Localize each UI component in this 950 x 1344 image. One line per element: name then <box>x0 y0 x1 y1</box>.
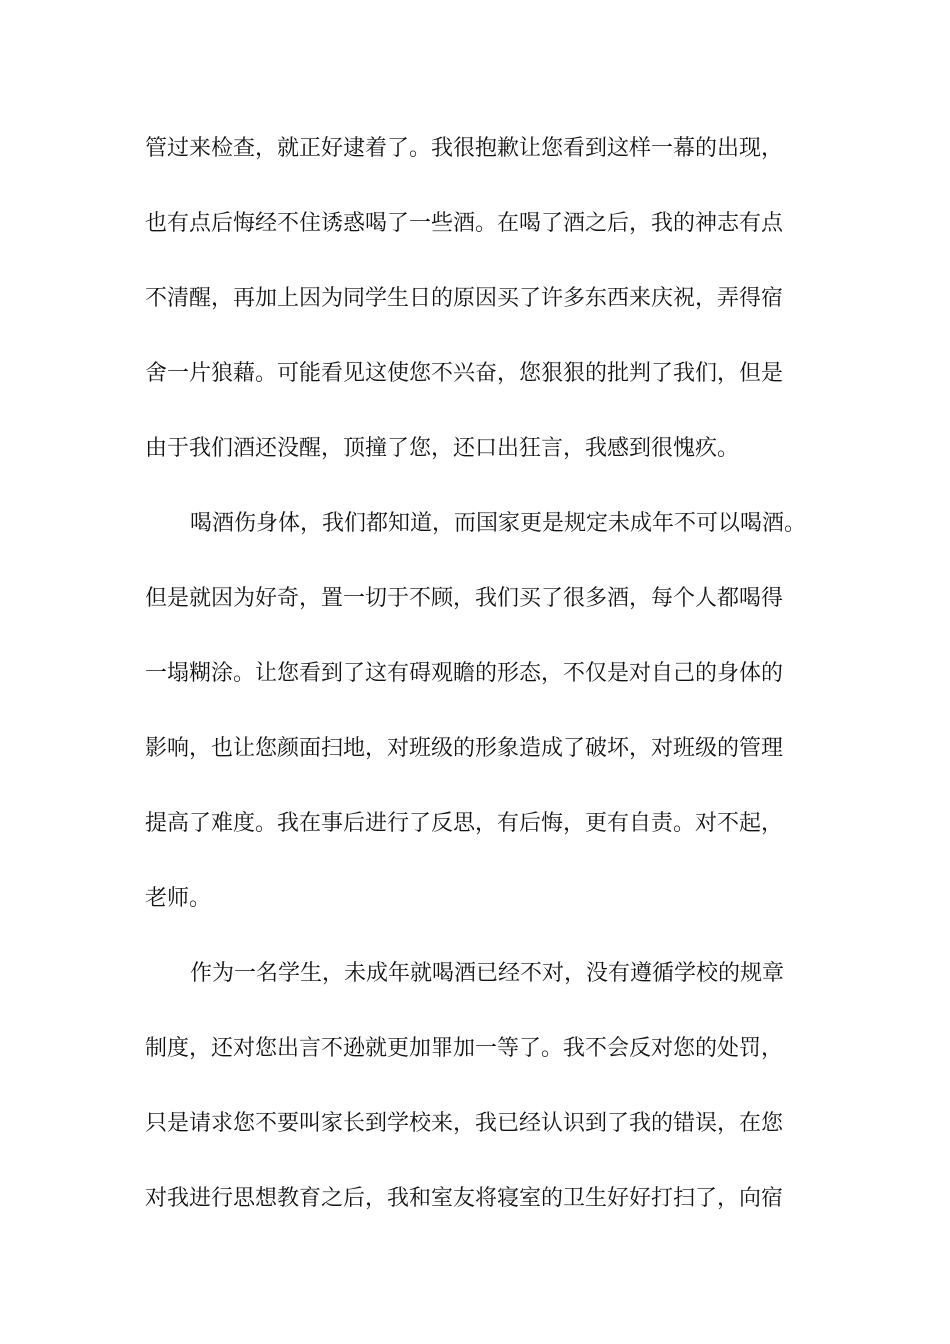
text-line: 老师。 <box>145 886 212 911</box>
text-line: 影响，也让您颜面扫地，对班级的形象造成了破坏，对班级的管理 <box>145 736 784 761</box>
text-line: 舍一片狼藉。可能看见这使您不兴奋，您狠狠的批判了我们，但是 <box>145 361 784 386</box>
text-line: 也有点后悔经不住诱惑喝了一些酒。在喝了酒之后，我的神志有点 <box>145 211 784 236</box>
paragraph-first-line: 作为一名学生，未成年就喝酒已经不对，没有遵循学校的规章 <box>190 961 785 986</box>
text-line: 提高了难度。我在事后进行了反思，有后悔，更有自责。对不起， <box>145 811 784 836</box>
text-line: 一塌糊涂。让您看到了这有碍观瞻的形态，不仅是对自己的身体的 <box>145 661 784 686</box>
paragraph-first-line: 喝酒伤身体，我们都知道，而国家更是规定未成年不可以喝酒。 <box>190 511 807 536</box>
text-line: 由于我们酒还没醒，顶撞了您，还口出狂言，我感到很愧疚。 <box>145 436 740 461</box>
text-line: 对我进行思想教育之后，我和室友将寝室的卫生好好打扫了，向宿 <box>145 1186 784 1211</box>
text-line: 不清醒，再加上因为同学生日的原因买了许多东西来庆祝，弄得宿 <box>145 286 784 311</box>
text-line: 管过来检查，就正好逮着了。我很抱歉让您看到这样一幕的出现， <box>145 136 784 161</box>
text-line: 只是请求您不要叫家长到学校来，我已经认识到了我的错误，在您 <box>145 1111 784 1136</box>
text-line: 但是就因为好奇，置一切于不顾，我们买了很多酒，每个人都喝得 <box>145 586 784 611</box>
text-line: 制度，还对您出言不逊就更加罪加一等了。我不会反对您的处罚， <box>145 1036 784 1061</box>
